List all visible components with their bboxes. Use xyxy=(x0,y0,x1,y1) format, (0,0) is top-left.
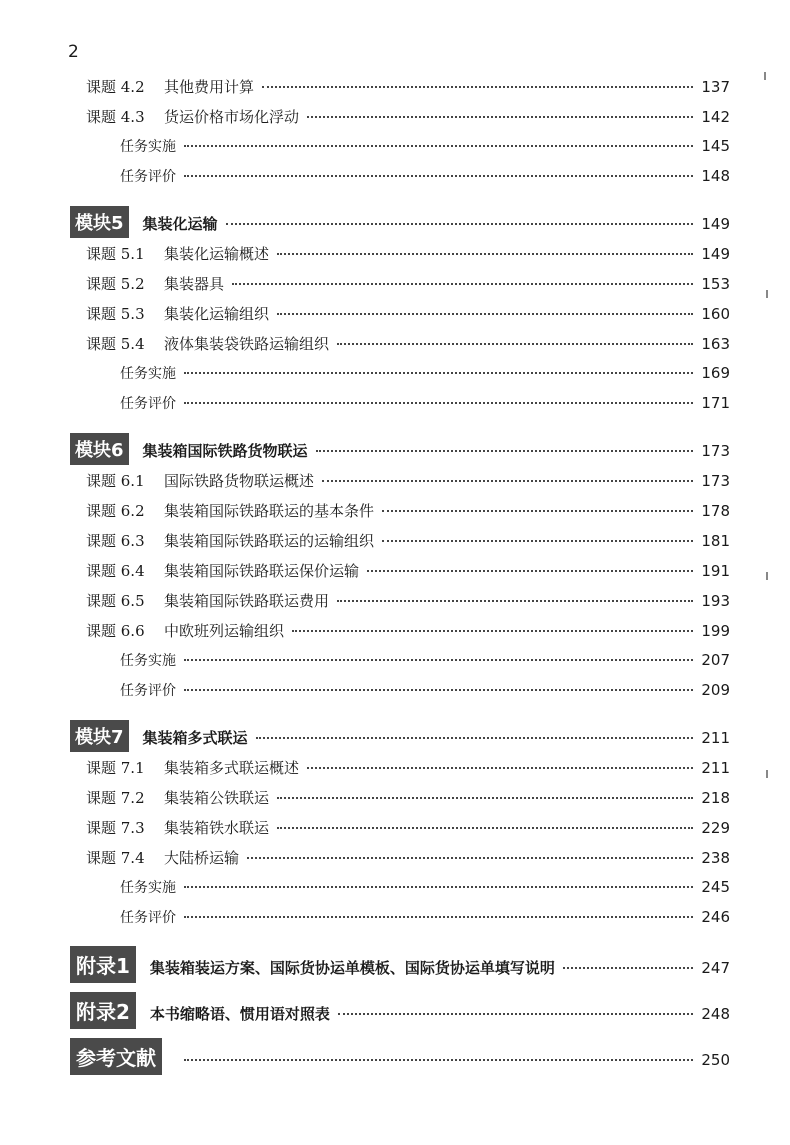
task-title: 任务实施 xyxy=(120,366,176,382)
entry-title-group xyxy=(86,76,254,97)
lesson-entry xyxy=(86,787,730,808)
lesson-number: 课题 6.4 xyxy=(86,562,145,580)
lesson-number: 课题 5.1 xyxy=(86,245,145,263)
lesson-number: 课题 6.6 xyxy=(86,622,145,640)
lesson-entry xyxy=(86,273,730,294)
entry-title-group xyxy=(86,243,269,264)
dot-leader xyxy=(292,630,693,632)
page-ref: 169 xyxy=(701,364,730,382)
task-entry xyxy=(120,393,730,413)
task-entry xyxy=(120,650,730,670)
entry-title-group xyxy=(70,946,555,983)
entry-title-group xyxy=(86,757,299,778)
module-badge: 附录2 xyxy=(70,992,136,1029)
module-title: 集装箱装运方案、国际货协运单模板、国际货协运单填写说明 xyxy=(149,959,555,977)
lesson-entry xyxy=(86,243,730,264)
dot-leader xyxy=(226,223,694,225)
lesson-title: 货运价格市场化浮动 xyxy=(164,108,300,126)
dot-leader xyxy=(277,827,693,829)
page-ref: 238 xyxy=(701,849,730,867)
entry-title-group xyxy=(86,303,269,324)
dot-leader xyxy=(184,689,693,691)
lesson-number: 课题 5.4 xyxy=(86,335,145,353)
lesson-number: 课题 7.3 xyxy=(86,819,145,837)
dot-leader xyxy=(367,570,693,572)
entry-title-group xyxy=(86,560,359,581)
task-title: 任务评价 xyxy=(120,910,176,926)
entry-title-group xyxy=(120,363,176,383)
module-title: 集装化运输 xyxy=(142,215,218,233)
module-badge: 附录1 xyxy=(70,946,136,983)
entry-title-group xyxy=(86,817,269,838)
dot-leader xyxy=(337,600,693,602)
dot-leader xyxy=(247,857,693,859)
page-ref: 145 xyxy=(701,137,730,155)
entry-title-group xyxy=(70,1038,176,1075)
page-ref: 149 xyxy=(701,215,730,233)
page-ref: 171 xyxy=(701,394,730,412)
entry-title-group xyxy=(86,590,329,611)
lesson-entry xyxy=(86,817,730,838)
entry-title-group xyxy=(120,393,176,413)
dot-leader xyxy=(232,283,693,285)
lesson-number: 课题 4.2 xyxy=(86,78,145,96)
entry-title-group xyxy=(86,500,374,521)
margin-mark xyxy=(764,72,766,80)
task-title: 任务实施 xyxy=(120,653,176,669)
lesson-number: 课题 5.3 xyxy=(86,305,145,323)
entry-title-group xyxy=(120,680,176,700)
dot-leader xyxy=(337,343,693,345)
task-entry xyxy=(120,680,730,700)
dot-leader xyxy=(277,797,693,799)
lesson-number: 课题 6.5 xyxy=(86,592,145,610)
dot-leader xyxy=(316,450,694,452)
lesson-title: 集装箱国际铁路联运费用 xyxy=(164,592,330,610)
task-title: 任务实施 xyxy=(120,880,176,896)
task-title: 任务实施 xyxy=(120,139,176,155)
lesson-number: 课题 7.2 xyxy=(86,789,145,807)
lesson-entry xyxy=(86,333,730,354)
dot-leader xyxy=(184,402,693,404)
entry-title-group xyxy=(70,206,218,238)
lesson-title: 集装化运输组织 xyxy=(164,305,270,323)
dot-leader xyxy=(382,510,693,512)
page-ref: 246 xyxy=(701,908,730,926)
task-entry xyxy=(120,907,730,927)
page-ref: 149 xyxy=(701,245,730,263)
lesson-number: 课题 5.2 xyxy=(86,275,145,293)
module-entry xyxy=(70,433,730,465)
page-ref: 229 xyxy=(701,819,730,837)
task-entry xyxy=(120,877,730,897)
module-title: 本书缩略语、惯用语对照表 xyxy=(149,1005,330,1023)
lesson-number: 课题 4.3 xyxy=(86,108,145,126)
lesson-entry xyxy=(86,500,730,521)
lesson-title: 集装箱公铁联运 xyxy=(164,789,270,807)
entry-title-group xyxy=(86,787,269,808)
dot-leader xyxy=(184,886,693,888)
page-ref: 173 xyxy=(701,442,730,460)
entry-title-group xyxy=(120,136,176,156)
lesson-entry xyxy=(86,757,730,778)
lesson-title: 集装箱国际铁路联运保价运输 xyxy=(164,562,360,580)
dot-leader xyxy=(184,372,693,374)
page-ref: 211 xyxy=(701,759,730,777)
entry-title-group xyxy=(86,106,299,127)
module-badge: 模块6 xyxy=(70,433,129,465)
module-entry xyxy=(70,946,730,983)
page-ref: 247 xyxy=(701,959,730,977)
entry-title-group xyxy=(86,847,239,868)
dot-leader xyxy=(277,313,693,315)
lesson-number: 课题 6.2 xyxy=(86,502,145,520)
dot-leader xyxy=(262,86,693,88)
lesson-number: 课题 6.1 xyxy=(86,472,145,490)
dot-leader xyxy=(184,1059,693,1061)
module-entry xyxy=(70,720,730,752)
dot-leader xyxy=(277,253,693,255)
lesson-entry xyxy=(86,76,730,97)
task-entry xyxy=(120,136,730,156)
dot-leader xyxy=(563,967,693,969)
page-ref: 160 xyxy=(701,305,730,323)
page-ref: 173 xyxy=(701,472,730,490)
module-title: 集装箱国际铁路货物联运 xyxy=(142,442,308,460)
lesson-title: 集装器具 xyxy=(164,275,225,293)
entry-title-group xyxy=(86,273,224,294)
lesson-entry xyxy=(86,470,730,491)
entry-title-group xyxy=(120,650,176,670)
page-number: 2 xyxy=(68,42,79,62)
module-badge: 模块5 xyxy=(70,206,129,238)
lesson-entry xyxy=(86,847,730,868)
entry-title-group xyxy=(120,907,176,927)
module-title: 集装箱多式联运 xyxy=(142,729,248,747)
task-entry xyxy=(120,166,730,186)
page-ref: 148 xyxy=(701,167,730,185)
lesson-title: 其他费用计算 xyxy=(164,78,255,96)
page-ref: 178 xyxy=(701,502,730,520)
page-ref: 250 xyxy=(701,1051,730,1069)
lesson-entry xyxy=(86,303,730,324)
margin-mark xyxy=(766,290,768,298)
lesson-title: 国际铁路货物联运概述 xyxy=(164,472,315,490)
page-ref: 163 xyxy=(701,335,730,353)
module-entry xyxy=(70,992,730,1029)
page-ref: 199 xyxy=(701,622,730,640)
lesson-entry xyxy=(86,530,730,551)
page-ref: 245 xyxy=(701,878,730,896)
dot-leader xyxy=(184,175,693,177)
module-entry xyxy=(70,1038,730,1075)
lesson-title: 集装箱国际铁路联运的运输组织 xyxy=(164,532,375,550)
page-ref: 211 xyxy=(701,729,730,747)
page-ref: 207 xyxy=(701,651,730,669)
module-badge: 模块7 xyxy=(70,720,129,752)
dot-leader xyxy=(184,916,693,918)
lesson-entry xyxy=(86,106,730,127)
page-ref: 142 xyxy=(701,108,730,126)
lesson-title: 集装箱铁水联运 xyxy=(164,819,270,837)
entry-title-group xyxy=(120,877,176,897)
entry-title-group xyxy=(86,470,314,491)
module-entry xyxy=(70,206,730,238)
lesson-entry xyxy=(86,620,730,641)
page-ref: 137 xyxy=(701,78,730,96)
task-title: 任务评价 xyxy=(120,683,176,699)
task-title: 任务评价 xyxy=(120,169,176,185)
margin-mark xyxy=(766,572,768,580)
task-entry xyxy=(120,363,730,383)
entry-title-group xyxy=(86,333,329,354)
page-ref: 209 xyxy=(701,681,730,699)
dot-leader xyxy=(338,1013,693,1015)
entry-title-group xyxy=(86,620,284,641)
dot-leader xyxy=(307,116,693,118)
lesson-number: 课题 7.1 xyxy=(86,759,145,777)
task-title: 任务评价 xyxy=(120,396,176,412)
lesson-entry xyxy=(86,590,730,611)
margin-mark xyxy=(766,770,768,778)
page-ref: 248 xyxy=(701,1005,730,1023)
lesson-entry xyxy=(86,560,730,581)
entry-title-group xyxy=(120,166,176,186)
dot-leader xyxy=(256,737,694,739)
dot-leader xyxy=(184,145,693,147)
lesson-title: 液体集装袋铁路运输组织 xyxy=(164,335,330,353)
page-ref: 193 xyxy=(701,592,730,610)
dot-leader xyxy=(307,767,693,769)
lesson-title: 集装箱国际铁路联运的基本条件 xyxy=(164,502,375,520)
dot-leader xyxy=(382,540,693,542)
dot-leader xyxy=(184,659,693,661)
page-ref: 191 xyxy=(701,562,730,580)
dot-leader xyxy=(322,480,693,482)
lesson-number: 课题 6.3 xyxy=(86,532,145,550)
page-ref: 153 xyxy=(701,275,730,293)
lesson-number: 课题 7.4 xyxy=(86,849,145,867)
entry-title-group xyxy=(70,720,248,752)
page-ref: 181 xyxy=(701,532,730,550)
module-badge: 参考文献 xyxy=(70,1038,162,1075)
entry-title-group xyxy=(70,992,330,1029)
entry-title-group xyxy=(86,530,374,551)
page-ref: 218 xyxy=(701,789,730,807)
entry-title-group xyxy=(70,433,308,465)
lesson-title: 中欧班列运输组织 xyxy=(164,622,285,640)
lesson-title: 大陆桥运输 xyxy=(164,849,240,867)
lesson-title: 集装箱多式联运概述 xyxy=(164,759,300,777)
lesson-title: 集装化运输概述 xyxy=(164,245,270,263)
